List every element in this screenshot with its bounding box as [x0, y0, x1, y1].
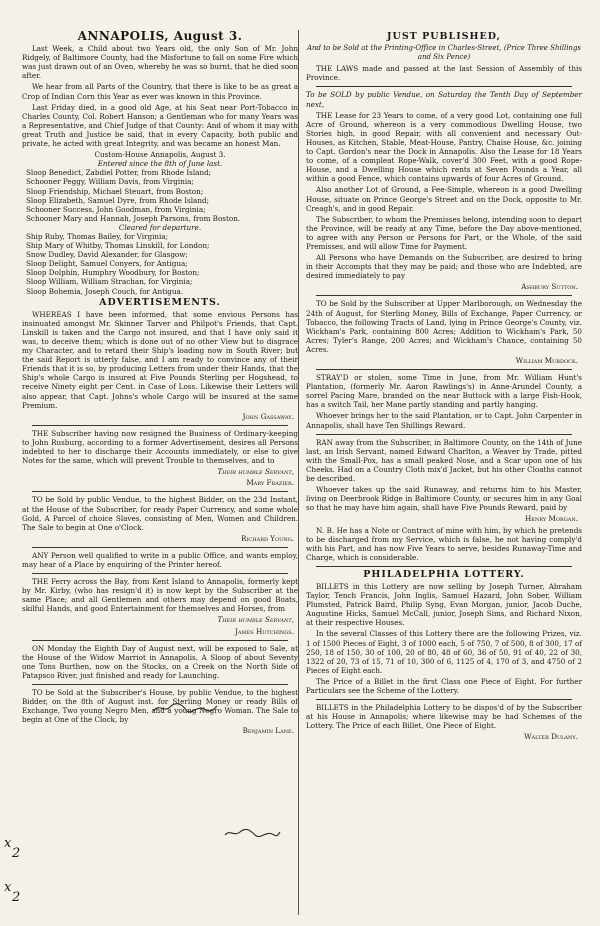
ship-entry: Schooner Success, John Goodman, from Virginia; — [26, 204, 206, 214]
ship-entry: Snow Dudley, David Alexander, for Glasgow; — [26, 250, 188, 260]
just-published-heading: JUST PUBLISHED, — [387, 31, 501, 42]
morgan-reward: Whoever takes up the said Runaway, and returns him to his Master, living on Deerbrook Ridge in Baltimore County, or secures him in any Goal so that he may have him again, shall have Five Pounds Reward, paid by — [306, 485, 582, 513]
advertisements-heading: ADVERTISEMENTS. — [99, 296, 221, 308]
ship-entry: Schooner Mary and Hannah, Joseph Parsons, from Boston. — [26, 213, 241, 223]
ship-entry: Sloop Benedict, Zabdiel Potter, from Rhode Island; — [26, 168, 212, 178]
ship-entry: Sloop Bohemia, Joseph Couch, for Antigua. — [26, 286, 184, 296]
annapolis-heading: ANNAPOLIS, August 3. — [77, 29, 243, 43]
cleared-heading: Cleared for departure. — [118, 222, 202, 232]
sutton-intro: To be SOLD by public Vendue, on Saturday the Tenth Day of September next, — [306, 90, 582, 109]
column-divider — [298, 30, 299, 915]
murdock-signature: William Murdock. — [515, 356, 578, 365]
lottery-prizes: In the several Classes of this Lottery there are the following Prizes, viz. 1 of 1500 Pieces of Eight, 3 of 1000 each, 5 of 750, 7 of 500, 8 of 300, 17 of 250, 18 of 150, 30 of 100, 20 of 80, 48 of 60, 36 of 50, 91 of 40, 22 of 30, 1322 of 20, 73 of 15, 71 of 10, 300 of 6, 1125 of 4, 170 of 3, and 4750 of 2 Pieces of Eight each. — [306, 629, 582, 675]
margin-mark-x: x — [4, 836, 12, 851]
ad-hutchings-signature: James Hutchings. — [234, 626, 294, 636]
ad-frazier-body: THE Subscriber having now resigned the Business of Ordinary-keeping to John Rusburg, according to a former Advertisement, desires all Persons indebted to her to discharge their Accounts immediately, or else to give Notes for the same, which will prevent Trouble to themselves, and to — [22, 428, 298, 466]
news-item-hanson-obituary: Last Friday died, in a good old Age, at his Seat near Port-Tobacco in Charles County, Col. Robert Hanson; a Gentleman who for many Years was a Representative, and Chief Judge of that County: And of whom it may with great Truth and Justice be said, that in every Capacity, both public and private, he acted with great Integrity, and was became an honest Man. — [22, 102, 298, 149]
morgan-signature: Henry Morgan. — [525, 514, 578, 524]
ad-hutchings-body: THE Ferry across the Bay, from Kent Island to Annapolis, formerly kept by Mr. Kirby, (who has resign'd it) is now kept by the Subscriber at the same Place; and all Gentlemen and others may depend on good Boats, skilful Hands, and good Entertainment for themselves and Horses, from — [22, 577, 298, 614]
separator-rule — [32, 547, 288, 548]
custom-house-heading: Custom-House Annapolis, August 3. — [94, 150, 226, 160]
ship-entry: Schooner Peggy, William Davis, from Virginia; — [26, 177, 194, 187]
sutton-body-2: Also another Lot of Ground, a Fee-Simple, whereon is a good Dwelling House, situate on Prince George's Street and on the Dock, opposite to Mr. Creagh's, and in good Repair. — [306, 185, 582, 213]
news-item-child-death: Last Week, a Child about two Years old, the only Son of Mr. John Ridgely, of Baltimore County, had the Misfortune to fall on some Fire which was just drawn out of an Oven, whereby he was so burnt, that he died soon after. — [22, 44, 298, 81]
sutton-body-3: The Subscriber, to whom the Premisses belong, intending soon to depart the Province, will be ready at any Time, before the Day above-mentioned, to agree with any Person or Persons for Part, or the Whole, of the said Premisses, and will allow Time for Payment. — [306, 214, 582, 251]
separator-rule — [32, 684, 288, 685]
ship-entry: Sloop Delight, Samuel Conyers, for Antigua; — [26, 259, 188, 269]
margin-mark-number: 2 — [12, 846, 21, 861]
lottery-price: The Price of a Billet in the first Class one Piece of Eight. For further Particulars see the Scheme of the Lottery. — [306, 676, 582, 695]
left-column — [22, 30, 298, 737]
ship-entry: Sloop William, William Strachan, for Virginia; — [26, 277, 193, 287]
sutton-signature: Ashbury Sutton. — [521, 282, 578, 292]
separator-rule — [316, 86, 572, 87]
entered-heading: Entered since the 8th of June last. — [97, 159, 223, 169]
right-column — [306, 30, 582, 743]
carpenter-reward: Whoever brings her to the said Plantation, or to Capt. John Carpenter in Annapolis, shall have Ten Shillings Reward. — [306, 411, 582, 430]
ad-gassaway-signature: John Gassaway. — [242, 411, 294, 421]
just-published-subtitle: And to be Sold at the Printing-Office in Charles-Street, (Price Three Shillings and Six Pence) — [306, 44, 582, 62]
ad-sloop-body: ON Monday the Eighth Day of August next, will be exposed to Sale, at the House of the Widow Marriot in Annapolis, A Sloop of about Seventy one Tons Burthen, now on the Stocks, on a Creek on the North Side of Patapsco River, just finished and ready for Launching. — [22, 643, 298, 680]
ad-young-body: TO be Sold by public Vendue, to the highest Bidder, on the 23d Instant, at the House of the Subscriber, for ready Paper Currency, and some whole Gold, A Parcel of choice Slaves, consisting of Men, Women and Children. The Sale to begin at One o'Clock. — [22, 495, 298, 532]
news-item-corn-crop: We hear from all Parts of the Country, that there is like to be as great a Crop of Indian Corn this Year as ever was known in this Province. — [22, 82, 298, 101]
lottery-heading: PHILADELPHIA LOTTERY. — [363, 568, 525, 580]
morgan-body: RAN away from the Subscriber, in Baltimore County, on the 14th of June last, an Irish Servant, named Edward Charlton, a Weaver by Trade, pitted with the Small-Pox, has a small peaked Nose, and a Scar upon one of his Cheeks. Had on a Country Cloth mix'd Jacket, but his other Cloaths cannot be described. — [306, 437, 582, 484]
separator-rule — [32, 425, 288, 426]
ad-lane-signature: Benjamin Lane. — [242, 726, 294, 736]
sutton-body-4: All Persons who have Demands on the Subscriber, are desired to bring in their Accompts that they may be paid; and those who are Indebted, are desired immediately to pay — [306, 253, 582, 281]
separator-rule — [32, 640, 288, 641]
carpenter-body: STRAY'D or stolen, some Time in June, from Mr. William Hunt's Plantation, (formerly Mr. Aaron Rawlings's) in Anne-Arundel County, a sorrel Pacing Mare, branded on the near Buttock with a large Fish-Hook, has a switch Tail, her Mane partly standing and partly hanging. — [306, 373, 582, 410]
separator-rule — [316, 369, 572, 370]
separator-rule — [32, 573, 288, 574]
dulany-signature: Walter Dulany. — [524, 732, 578, 742]
lottery-sellers: BILLETS in this Lottery are now selling by Joseph Turner, Abraham Taylor, Tench Francis, John Inglis, Samuel Hazard, John Sober, William Plumsted, Patrick Baird, Philip Syng, Evan Morgan, junior, Jacob Duche, Augustine Hicks, Samuel McCall, junior, Joseph Sims, and Richard Nixon, at their respective Houses. — [306, 581, 582, 628]
ad-young-signature: Richard Young. — [241, 533, 294, 543]
ad-hutchings-closing: Their humble Servant, — [217, 615, 294, 625]
ship-entry: Sloop Friendship, Michael Steuart, from Boston; — [26, 186, 204, 196]
margin-mark-number: 2 — [12, 890, 21, 905]
separator-rule — [316, 566, 572, 567]
handwritten-signature-sheed — [222, 826, 282, 840]
ship-entry: Sloop Dolphin, Humphry Woodbury, for Boston; — [26, 268, 200, 278]
sutton-body-1: THE Lease for 23 Years to come, of a very good Lot, containing one full Acre of Ground, whereon is a very commodious Dwelling House, two Stories high, in good Repair, with all convenient and necessary Out-Houses, as Kitchen, Stable, Meat-House, Pantry, Chaise House, &c. joining to Capt. Gordon's near the Dock in Annapolis. Also the Lease for 18 Years to come, of a compleat Rope-Walk, cover'd 300 Feet, with a good Rope-House, and a Dwelling House which rents at Seven Pounds a Year, all within a good Fence, which contains upwards of four Acres of Ground. — [306, 110, 582, 184]
separator-rule — [316, 295, 572, 296]
ad-frazier-closing: Their humble Servant, — [217, 467, 294, 477]
ship-entry: Ship Mary of Whitby, Thomas Linskill, for London; — [26, 241, 210, 251]
ad-gassaway-body: WHEREAS I have been informed, that some envious Persons has insinuated amongst Mr. Skinner Tarver and Philpot's Friends, that Capt. Linskill is taken and the Cargo not insured, and that I have only said it was, to deceive them; which is done out of no other View but to disgrace my Character, and to retard their Ship's loading now in South River; but the said Report is utterly false, and I am ready to convince any of their Friends that it is so, by producing Letters from under their Hands, that the Ship's whole Cargo is insured at Five Pounds Sterling per Hogshead, to receive Ninety eight per Cent. in Case of Loss. Likewise their Letters will also appear, that Capt. Johns's whole Cargo will be insured at the same Premium. — [22, 309, 298, 410]
separator-rule — [316, 699, 572, 700]
ad-frazier-signature: Mary Frazier. — [246, 478, 294, 488]
separator-rule — [316, 434, 572, 435]
laws-notice: THE LAWS made and passed at the last Session of Assembly of this Province. — [306, 64, 582, 83]
dulany-body: BILLETS in the Philadelphia Lottery to be dispos'd of by the Subscriber at his House in Annapolis; where likewise may be had Schemes of the Lottery. The Price of each Billet, One Piece of Eight. — [306, 703, 582, 731]
separator-rule — [32, 491, 288, 492]
margin-mark-x: x — [4, 880, 12, 895]
murdock-body: TO be Sold by the Subscriber at Upper Marlborough, on Wednesday the 24th of August, for Sterling Money, Bills of Exchange, Paper Currency, or Tobacco, the following Tracts of Land, lying in Prince George's County, viz. Wickham's Park, containing 800 Acres; Addition to Wickham's Park, 50 Acres; Tyler's Range, 200 Acres; and Wickham's Chance, containing 50 Acres. — [306, 299, 582, 354]
handwritten-signature-rogers — [150, 701, 220, 715]
morgan-nb: N. B. He has a Note or Contract of mine with him, by which he pretends to be discharged from my Service, which is false, he not having comply'd with his Part, and has now Five Years to serve, besides Runaway-Time and Charge, which is considerable. — [306, 525, 582, 562]
ad-rogers-body: ANY Person well qualified to write in a public Office, and wants employ, may hear of a Place by enquiring of the Printer hereof. — [22, 550, 298, 569]
ad-lane-body: TO be Sold at the Subscriber's House, by public Vendue, to the highest Bidder, on the 8th of August inst. for Sterling Money or ready Bills of Exchange, Two young Negro Men, and a young Negro Woman. The Sale to begin at One of the Clock, by — [22, 688, 298, 725]
ship-entry: Ship Ruby, Thomas Bailey, for Virginia; — [26, 231, 169, 241]
ship-entry: Sloop Elizabeth, Samuel Dyre, from Rhode Island; — [26, 195, 209, 205]
